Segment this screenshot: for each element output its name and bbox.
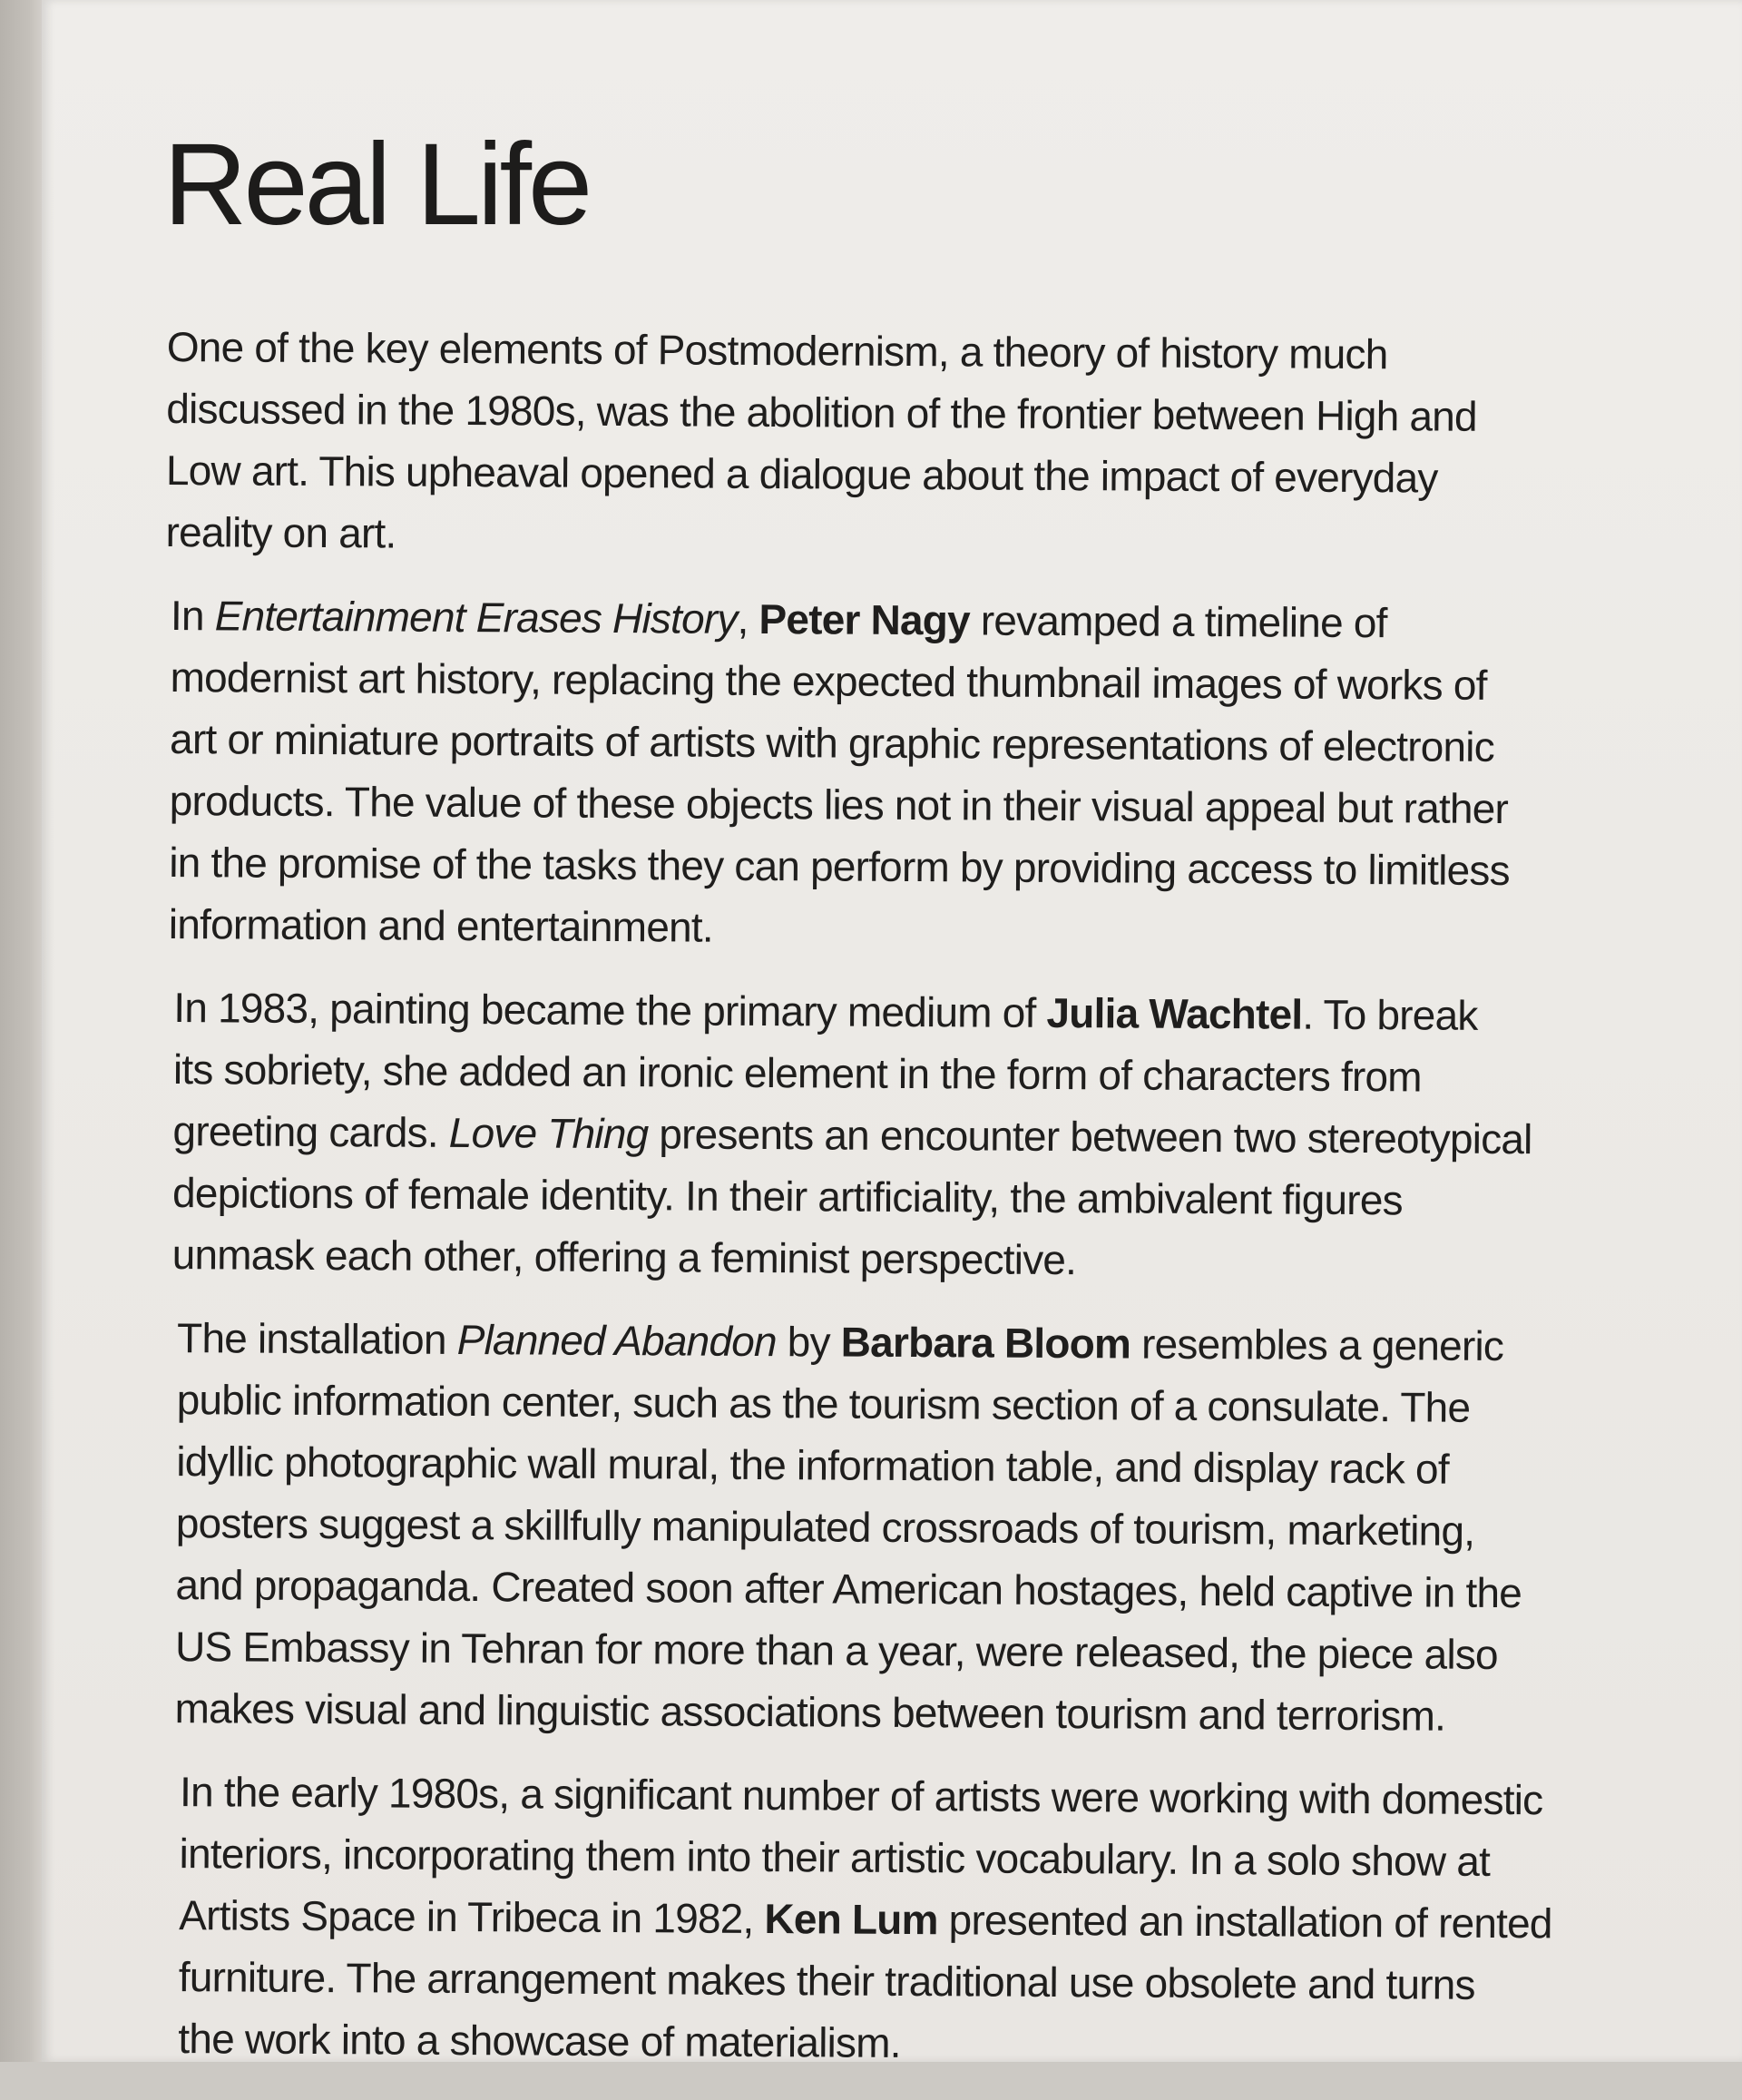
- text-line: [169, 893, 1706, 964]
- text-segment: In 1983, painting became the primary medium of: [173, 984, 1047, 1036]
- paragraph: [165, 316, 1709, 572]
- text-segment: in the promise of the tasks they can perform by providing access to limitless: [169, 839, 1510, 895]
- label-title: Real Life: [163, 120, 590, 250]
- text-segment: public information center, such as the tourism section of a consulate. The: [176, 1376, 1471, 1431]
- text-segment: greeting cards.: [172, 1107, 449, 1156]
- text-line: [179, 1884, 1699, 1955]
- paragraph: [156, 1761, 1700, 2078]
- label-body: [156, 316, 1709, 2100]
- text-segment: unmask each other, offering a feminist perspective.: [171, 1231, 1077, 1284]
- text-segment: and propaganda. Created soon after American hostages, held captive in the: [175, 1561, 1522, 1617]
- artist-name: Julia Wachtel: [1046, 988, 1303, 1038]
- text-segment: One of the key elements of Postmodernism, a theory of history much: [166, 322, 1388, 378]
- artist-name: Barbara Bloom: [840, 1318, 1131, 1368]
- text-segment: furniture. The arrangement makes their traditional use obsolete and turns: [178, 1953, 1475, 2008]
- text-segment: . To break: [1302, 990, 1478, 1039]
- text-segment: interiors, incorporating them into their artistic vocabulary. In a solo show at: [179, 1830, 1491, 1885]
- text-line: [176, 1430, 1702, 1501]
- text-line: [173, 976, 1705, 1047]
- text-line: [174, 1677, 1700, 1748]
- artwork-title: Entertainment Erases History: [214, 592, 738, 643]
- text-segment: In the early 1980s, a significant number of artists were working with domestic: [179, 1768, 1543, 1824]
- text-segment: posters suggest a skillfully manipulated crossroads of tourism, marketing,: [175, 1499, 1475, 1555]
- text-segment: presents an encounter between two stereotypical: [648, 1110, 1532, 1163]
- text-segment: the work into a showcase of materialism.: [178, 2015, 901, 2066]
- text-segment: modernist art history, replacing the expected thumbnail images of works of: [170, 653, 1487, 709]
- text-segment: ,: [737, 594, 759, 643]
- text-line: [176, 1369, 1702, 1439]
- text-line: [180, 1761, 1700, 1831]
- text-segment: The installation: [176, 1314, 457, 1363]
- text-line: [167, 316, 1709, 387]
- text-segment: revamped a timeline of: [969, 596, 1387, 647]
- text-line: [170, 646, 1707, 717]
- text-line: [166, 439, 1708, 510]
- text-segment: Artists Space in Tribeca in 1982,: [179, 1891, 765, 1943]
- text-segment: makes visual and linguistic associations between tourism and terrorism.: [174, 1684, 1446, 1740]
- text-segment: by: [776, 1318, 841, 1366]
- text-line: [172, 1162, 1704, 1232]
- text-segment: depictions of female identity. In their artificiality, the ambivalent figures: [171, 1169, 1403, 1224]
- artwork-title: Planned Abandon: [456, 1315, 777, 1366]
- text-line: [175, 1554, 1701, 1624]
- text-segment: presented an installation of rented: [937, 1896, 1552, 1948]
- paragraph: [161, 976, 1705, 1294]
- text-line: [170, 770, 1707, 840]
- text-line: [178, 2007, 1698, 2078]
- text-segment: discussed in the 1980s, was the abolition of the frontier between High and: [166, 384, 1477, 440]
- paragraph: [163, 584, 1708, 964]
- text-segment: US Embassy in Tehran for more than a year, were released, the piece also: [174, 1623, 1498, 1678]
- text-segment: products. The value of these objects lies not in their visual appeal but rather: [169, 777, 1509, 833]
- text-segment: art or miniature portraits of artists with graphic representations of electronic: [169, 715, 1495, 770]
- text-segment: idyllic photographic wall mural, the information table, and display rack of: [176, 1438, 1449, 1493]
- text-segment: information and entertainment.: [168, 900, 713, 951]
- artwork-title: Love Thing: [448, 1108, 649, 1158]
- text-line: [172, 1100, 1704, 1171]
- text-line: [165, 501, 1708, 572]
- text-line: [170, 708, 1707, 779]
- text-line: [171, 584, 1708, 655]
- text-line: [169, 831, 1706, 902]
- text-line: [177, 1307, 1703, 1378]
- text-segment: In: [170, 592, 215, 640]
- text-line: [173, 1038, 1705, 1109]
- text-segment: resembles a generic: [1130, 1320, 1504, 1370]
- wall-label-panel: [42, 0, 1742, 2066]
- text-line: [171, 1223, 1703, 1294]
- text-segment: reality on art.: [165, 507, 396, 557]
- wall-edge: [0, 0, 42, 2062]
- text-line: [176, 1492, 1702, 1563]
- text-line: [175, 1615, 1701, 1686]
- artist-name: Peter Nagy: [758, 594, 971, 644]
- text-segment: Low art. This upheaval opened a dialogue about the impact of everyday: [165, 446, 1438, 502]
- text-segment: its sobriety, she added an ironic element in the form of characters from: [172, 1045, 1422, 1101]
- text-line: [179, 1946, 1699, 2017]
- text-line: [166, 378, 1708, 448]
- text-line: [179, 1822, 1699, 1893]
- paragraph: [158, 1307, 1703, 1748]
- artist-name: Ken Lum: [764, 1895, 938, 1944]
